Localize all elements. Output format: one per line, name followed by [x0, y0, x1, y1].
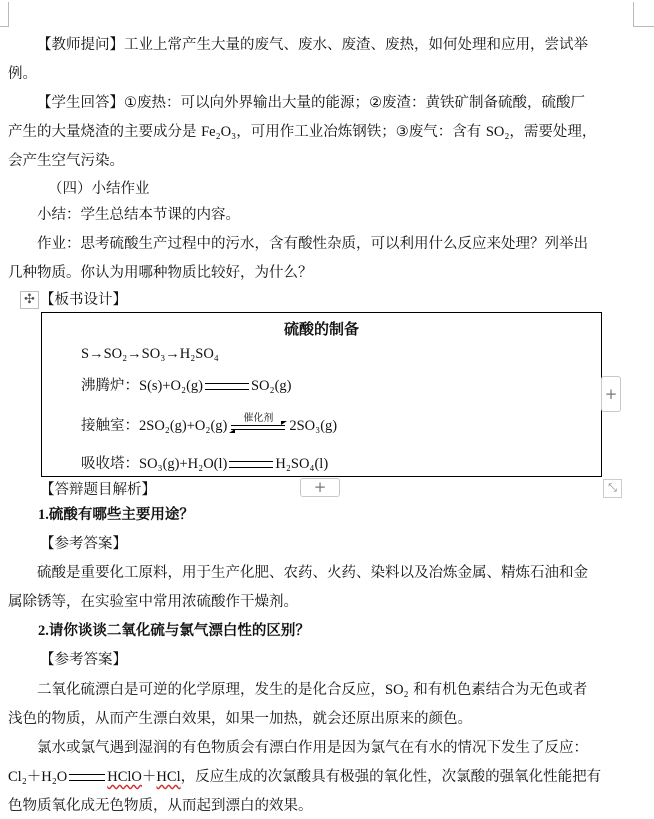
- question-1: 1.硫酸有哪些主要用途？: [38, 507, 194, 523]
- homework-line-2: 几种物质。你认为用哪种物质比较好，为什么？: [8, 265, 313, 281]
- answer-2-line-5: 色物质氧化成无色物质，从而起到漂白的效果。: [8, 798, 313, 814]
- equals-sign: [229, 461, 273, 468]
- answer-text: ，反应生成的次氯酸具有极强的氧化性，次氯酸的强氧化性能把有: [180, 769, 602, 785]
- student-answer-line-1: 【学生回答】①废热：可以向外界输出大量的能源；②废渣：黄铁矿制备硫酸，硫酸厂: [37, 95, 585, 111]
- answer-text: 二氧化硫漂白是可逆的化学原理，发生的是化合反应，: [37, 682, 385, 698]
- answer-2-line-2: 浅色的物质，从而产生漂白效果，如果一加热，就会还原出原来的颜色。: [8, 711, 472, 727]
- equation-lhs: SO₃(g)+H₂O(l): [139, 456, 228, 472]
- student-answer-text: ，可用作工业冶炼钢铁；③废气：含有: [236, 124, 486, 140]
- sulfur-chain: S→SO₂→SO₃→H₂SO₄: [81, 346, 219, 362]
- table-move-handle-icon[interactable]: ✣: [20, 291, 39, 309]
- boiling-furnace-equation: [81, 374, 291, 395]
- equation-label: 吸收塔：: [81, 456, 139, 472]
- teacher-question-line-2: 例。: [8, 66, 37, 82]
- add-column-button[interactable]: +: [601, 376, 621, 412]
- formula-hcl: HCl: [156, 769, 181, 785]
- equation-label: 接触室：: [81, 418, 139, 434]
- formula-hclo: HClO: [107, 769, 142, 785]
- formula-fe2o3: Fe₂O₃: [201, 124, 237, 140]
- summary-line: 小结：学生总结本节课的内容。: [37, 207, 240, 223]
- board-design-table[interactable]: [41, 312, 602, 477]
- reversible-arrow-icon: [229, 413, 287, 436]
- equation-rhs: SO₂(g): [250, 378, 292, 394]
- answer-text: 和有机色素结合为无色或者: [408, 682, 588, 698]
- student-answer-line-2: [8, 122, 636, 142]
- section-heading: （四）小结作业: [48, 181, 150, 197]
- defense-heading: 【答辩题目解析】: [40, 482, 156, 498]
- student-answer-text: ，需要处理，: [509, 124, 597, 140]
- answer-2-line-3: 氯水或氯气遇到湿润的有色物质会有漂白作用是因为氯气在有水的情况下发生了反应：: [37, 740, 588, 756]
- add-row-button[interactable]: +: [300, 478, 340, 497]
- contact-chamber-equation: [81, 414, 337, 436]
- formula-so2: SO₂: [385, 682, 409, 698]
- crop-mark-top-right: [633, 2, 654, 27]
- equation-rhs: 2SO₃(g): [289, 418, 338, 434]
- crop-mark-top-left: [0, 2, 9, 27]
- student-answer-text: 产生的大量烧渣的主要成分是: [8, 124, 202, 140]
- question-2: 2.请你谈谈二氧化硫与氯气漂白性的区别？: [38, 623, 310, 639]
- reference-answer-label-2: 【参考答案】: [40, 652, 127, 668]
- answer-1-line-2: 属除锈等，在实验室中常用浓硫酸作干燥剂。: [8, 594, 298, 610]
- equals-sign: [69, 774, 105, 781]
- equation-lhs: S(s)+O₂(g): [139, 378, 203, 394]
- formula-so2: SO₂: [485, 124, 510, 140]
- teacher-question-line-1: 【教师提问】工业上常产生大量的废气、废水、废渣、废热，如何处理和应用，尝试举: [37, 37, 588, 53]
- absorption-tower-equation: [81, 452, 328, 473]
- equals-sign: [205, 383, 249, 390]
- answer-1-line-1: 硫酸是重要化工原料，用于生产化肥、农药、火药、染料以及冶炼金属、精炼石油和金: [37, 565, 588, 581]
- equation-lhs: 2SO₂(g)+O₂(g): [139, 418, 228, 434]
- board-title: 硫酸的制备: [283, 322, 359, 338]
- catalyst-label: 催化剂: [243, 413, 274, 424]
- reference-answer-label-1: 【参考答案】: [40, 536, 127, 552]
- equation-label: 沸腾炉：: [81, 378, 139, 394]
- answer-2-line-1: [8, 680, 636, 700]
- equation-rhs: H₂SO₄(l): [275, 456, 329, 472]
- homework-line-1: 作业：思考硫酸生产过程中的污水，含有酸性杂质，可以利用什么反应来处理？列举出: [37, 236, 588, 252]
- answer-2-line-4: Cl₂＋H₂O HClO＋HCl，反应生成的次氯酸具有极强的氧化性，次氯酸的强氧化性能把有: [8, 769, 602, 785]
- formula-reactants: Cl₂＋H₂O: [8, 769, 68, 785]
- student-answer-line-3: 会产生空气污染。: [8, 153, 124, 169]
- table-resize-handle-icon[interactable]: ⤡: [603, 479, 622, 498]
- board-design-heading: 【板书设计】: [40, 292, 127, 308]
